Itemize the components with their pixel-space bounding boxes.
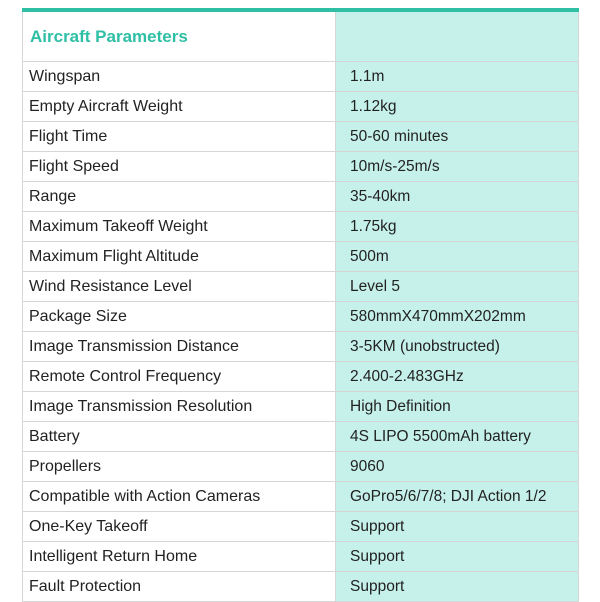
table-row	[23, 422, 579, 452]
table-row	[23, 392, 579, 422]
table-row	[23, 452, 579, 482]
table-row	[23, 122, 579, 152]
parameter-value: 2.400-2.483GHz	[336, 362, 579, 392]
table-row	[23, 242, 579, 272]
parameter-value: High Definition	[336, 392, 579, 422]
table-row	[23, 572, 579, 602]
table-row	[23, 332, 579, 362]
parameter-value: Support	[336, 542, 579, 572]
parameter-label: Intelligent Return Home	[23, 542, 336, 572]
table-row	[23, 62, 579, 92]
parameter-label: Flight Time	[23, 122, 336, 152]
parameter-label: Flight Speed	[23, 152, 336, 182]
parameter-label: Range	[23, 182, 336, 212]
table-row	[23, 512, 579, 542]
table-header-row	[23, 10, 579, 62]
parameter-value: 580mmX470mmX202mm	[336, 302, 579, 332]
parameter-label: Fault Protection	[23, 572, 336, 602]
parameter-label: Compatible with Action Cameras	[23, 482, 336, 512]
table-row	[23, 152, 579, 182]
parameter-value: 1.12kg	[336, 92, 579, 122]
parameter-value: 1.75kg	[336, 212, 579, 242]
parameter-label: Maximum Takeoff Weight	[23, 212, 336, 242]
table-body	[23, 10, 579, 602]
parameter-label: Wind Resistance Level	[23, 272, 336, 302]
table-row	[23, 302, 579, 332]
parameter-value: 50-60 minutes	[336, 122, 579, 152]
parameter-label: Package Size	[23, 302, 336, 332]
table-header-spacer	[336, 10, 579, 62]
table-row	[23, 212, 579, 242]
parameter-label: One-Key Takeoff	[23, 512, 336, 542]
parameter-label: Maximum Flight Altitude	[23, 242, 336, 272]
parameter-value: 9060	[336, 452, 579, 482]
parameter-value: 500m	[336, 242, 579, 272]
parameter-label: Image Transmission Resolution	[23, 392, 336, 422]
parameter-value: 1.1m	[336, 62, 579, 92]
parameter-value: Support	[336, 572, 579, 602]
aircraft-parameters-table	[22, 8, 579, 602]
parameter-label: Image Transmission Distance	[23, 332, 336, 362]
parameter-value: 4S LIPO 5500mAh battery	[336, 422, 579, 452]
table-row	[23, 92, 579, 122]
table-row	[23, 362, 579, 392]
table-row	[23, 182, 579, 212]
table-row	[23, 272, 579, 302]
table-row	[23, 542, 579, 572]
parameter-label: Propellers	[23, 452, 336, 482]
parameter-value: 3-5KM (unobstructed)	[336, 332, 579, 362]
table-row	[23, 482, 579, 512]
parameter-value: Support	[336, 512, 579, 542]
parameter-label: Wingspan	[23, 62, 336, 92]
table-title: Aircraft Parameters	[23, 10, 336, 62]
parameter-value: 35-40km	[336, 182, 579, 212]
parameter-value: 10m/s-25m/s	[336, 152, 579, 182]
parameter-label: Battery	[23, 422, 336, 452]
parameter-label: Empty Aircraft Weight	[23, 92, 336, 122]
parameter-value: GoPro5/6/7/8; DJI Action 1/2	[336, 482, 579, 512]
parameter-value: Level 5	[336, 272, 579, 302]
parameter-label: Remote Control Frequency	[23, 362, 336, 392]
